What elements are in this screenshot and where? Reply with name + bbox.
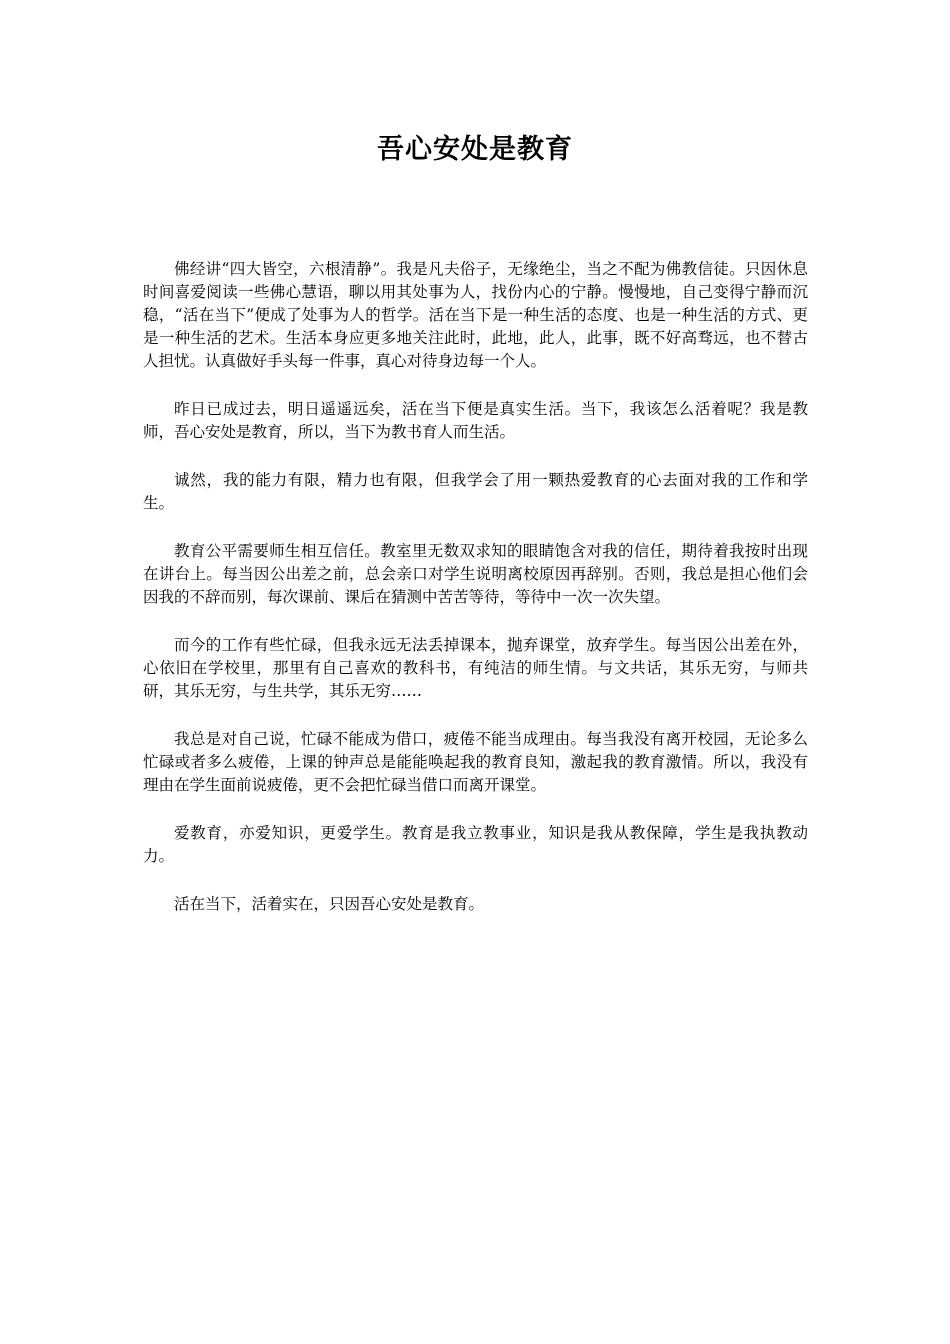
document-title: 吾心安处是教育	[377, 134, 573, 165]
paragraph-5: 而今的工作有些忙碌，但我永远无法丢掉课本，抛弃课堂，放弃学生。每当因公出差在外，心依旧在学校里，那里有自己喜欢的教科书，有纯洁的师生情。与文共话，其乐无穷，与师共研，其乐无穷，与生共学，其乐无穷……	[143, 636, 808, 700]
paragraph-6: 我总是对自己说，忙碌不能成为借口，疲倦不能当成理由。每当我没有离开校园，无论多么忙碌或者多么疲倦，上课的钟声总是能能唤起我的教育良知，激起我的教育激情。所以，我没有理由在学生面前说疲倦，更不会把忙碌当借口而离开课堂。	[143, 730, 808, 794]
document-body	[143, 258, 808, 941]
paragraph-4: 教育公平需要师生相互信任。教室里无数双求知的眼睛饱含对我的信任，期待着我按时出现在讲台上。每当因公出差之前，总会亲口对学生说明离校原因再辞别。否则，我总是担心他们会因我的不辞而别，每次课前、课后在猜测中苦苦等待，等待中一次一次失望。	[143, 542, 808, 606]
paragraph-7: 爱教育，亦爱知识，更爱学生。教育是我立教事业，知识是我从教保障，学生是我执教动力。	[143, 824, 808, 865]
paragraph-1: 佛经讲“四大皆空，六根清静”。我是凡夫俗子，无缘绝尘，当之不配为佛教信徒。只因休息时间喜爱阅读一些佛心慧语，聊以用其处事为人，找份内心的宁静。慢慢地，自己变得宁静而沉稳，“活在当下”便成了处事为人的哲学。活在当下是一种生活的态度、也是一种生活的方式、更是一种生活的艺术。生活本身应更多地关注此时，此地，此人，此事，既不好高骛远，也不替古人担忧。认真做好手头每一件事，真心对待身边每一个人。	[143, 260, 808, 370]
paragraph-3: 诚然，我的能力有限，精力也有限，但我学会了用一颗热爱教育的心去面对我的工作和学生。	[143, 471, 808, 512]
paragraph-2: 昨日已成过去，明日遥遥远矣，活在当下便是真实生活。当下，我该怎么活着呢？我是教师，吾心安处是教育，所以，当下为教书育人而生活。	[143, 400, 808, 441]
paragraph-8: 活在当下，活着实在，只因吾心安处是教育。	[174, 895, 485, 913]
